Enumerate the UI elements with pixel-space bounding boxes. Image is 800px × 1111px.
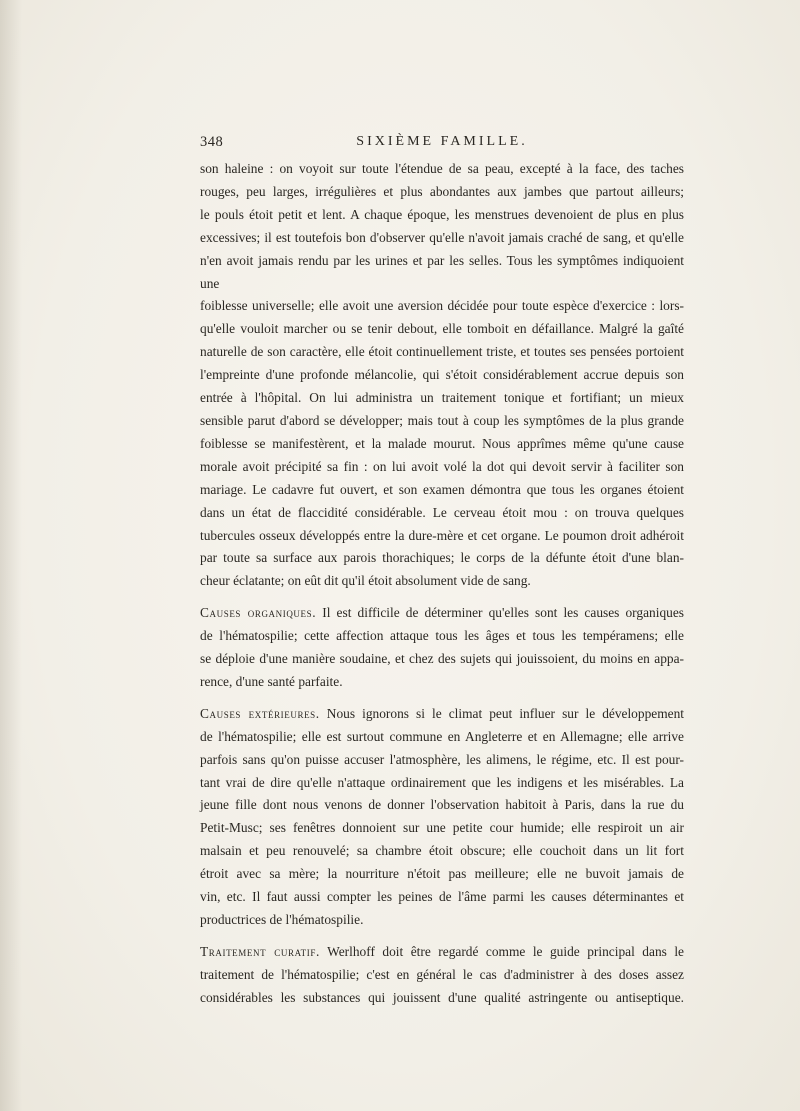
text-line: foiblesse se manifestèrent, et la malade mourut. Nous apprîmes même qu'une cause [200,435,684,451]
body-text [200,158,684,1010]
text-line-rest: Nous ignorons si le climat peut influer sur le développement [319,705,684,721]
text-line: par toute sa surface aux parois thorachiques; le corps de la défunte étoit d'une blan- [200,550,684,566]
text-line-last: productrices de l'hématospilie. [200,912,364,927]
text-line: tant vrai de dire qu'elle n'attaque ordinairement que les indigens et les misérables. La [200,774,684,790]
text-line-rest: Werlhoff doit être regardé comme le guide principal dans le [319,943,684,959]
text-line: n'en avoit jamais rendu par les urines et par les selles. Tous les symptômes indiquoient une [200,252,684,291]
text-line [200,941,684,964]
running-head: SIXIÈME FAMILLE. [356,134,528,149]
paragraph-causes-exterieures [200,703,684,932]
text-line: parfois sans qu'on puisse accuser l'atmosphère, les alimens, le régime, etc. Il est pour- [200,751,684,767]
text-line: tubercules osseux développés entre la dure-mère et cet organe. Le poumon droit adhéroit [200,527,684,543]
text-line: traitement de l'hématospilie; c'est en général le cas d'administrer à des doses assez [200,966,684,982]
text-line: qu'elle vouloit marcher ou se tenir debout, elle tomboit en défaillance. Malgré la gaîté [200,321,684,337]
text-line [200,703,684,726]
text-line: étroit avec sa mère; la nourriture n'étoit pas meilleure; elle ne buvoit jamais de [200,866,684,882]
text-line: le pouls étoit petit et lent. A chaque époque, les menstrues devenoient de plus en plus [200,206,684,222]
text-line: mariage. Le cadavre fut ouvert, et son examen démontra que tous les organes étoient [200,481,684,497]
paragraph-causes-organiques [200,602,684,694]
text-line: dans un état de flaccidité considérable. Le cerveau étoit mou : on trouva quelques [200,504,684,520]
text-line: de l'hématospilie; elle est surtout commune en Angleterre et en Allemagne; elle arrive [200,728,684,744]
text-line-last: cheur éclatante; on eût dit qu'il étoit absolument vide de sang. [200,573,531,589]
text-line: malsain et peu renouvelé; sa chambre étoit obscure; elle couchoit dans un lit fort [200,843,684,859]
text-line-rest: Il est difficile de déterminer qu'elles sont les causes organiques [316,605,684,621]
text-line [200,602,684,625]
text-line-last: rence, d'une santé parfaite. [200,673,343,689]
text-line: son haleine : on voyoit sur toute l'étendue de sa peau, excepté à la face, des taches [200,161,684,176]
text-line: excessives; il est toutefois bon d'observer qu'elle n'avoit jamais craché de sang, et qu'elle [200,229,684,245]
page-gutter-shadow [0,0,22,1111]
text-line: Petit-Musc; ses fenêtres donnoient sur une petite cour humide; elle respiroit un air [200,820,684,836]
paragraph-case-report [200,158,684,593]
text-line: morale avoit précipité sa fin : on lui avoit volé la dot qui devoit servir à faciliter son [200,458,684,474]
section-heading: Causes organiques. [200,605,317,621]
paragraph-traitement-curatif [200,941,684,1010]
text-line: rouges, peu larges, irrégulières et plus abondantes aux jambes que partout ailleurs; [200,183,684,199]
text-line: entrée à l'hôpital. On lui administra un traitement tonique et fortifiant; un mieux [200,390,684,406]
text-line: naturelle de son caractère, elle étoit continuellement triste, et toutes ses pensées portoient [200,344,684,360]
text-line: jeune fille dont nous venons de donner l'observation habitoit à Paris, dans la rue du [200,797,684,813]
text-line: vin, etc. Il faut aussi compter les peines de l'âme parmi les causes déterminantes et [200,889,684,905]
page-number: 348 [200,134,224,150]
text-line: considérables les substances qui jouissent d'une qualité astringente ou antiseptique. [200,989,684,1005]
text-line: l'empreinte d'une profonde mélancolie, qui s'étoit considérablement accrue depuis son [200,367,684,383]
section-heading: Traitement curatif. [200,943,320,959]
text-line: foiblesse universelle; elle avoit une aversion décidée pour toute espèce d'exercice : lors- [200,298,684,314]
page-header [200,130,684,156]
text-line: de l'hématospilie; cette affection attaque tous les âges et tous les tempéramens; elle [200,628,684,644]
text-line: se déploie d'une manière soudaine, et chez des sujets qui jouissoient, du moins en appa- [200,651,684,667]
text-line: sensible parut d'abord se développer; mais tout à coup les symptômes de la plus grande [200,412,684,428]
section-heading: Causes extérieures. [200,705,320,721]
